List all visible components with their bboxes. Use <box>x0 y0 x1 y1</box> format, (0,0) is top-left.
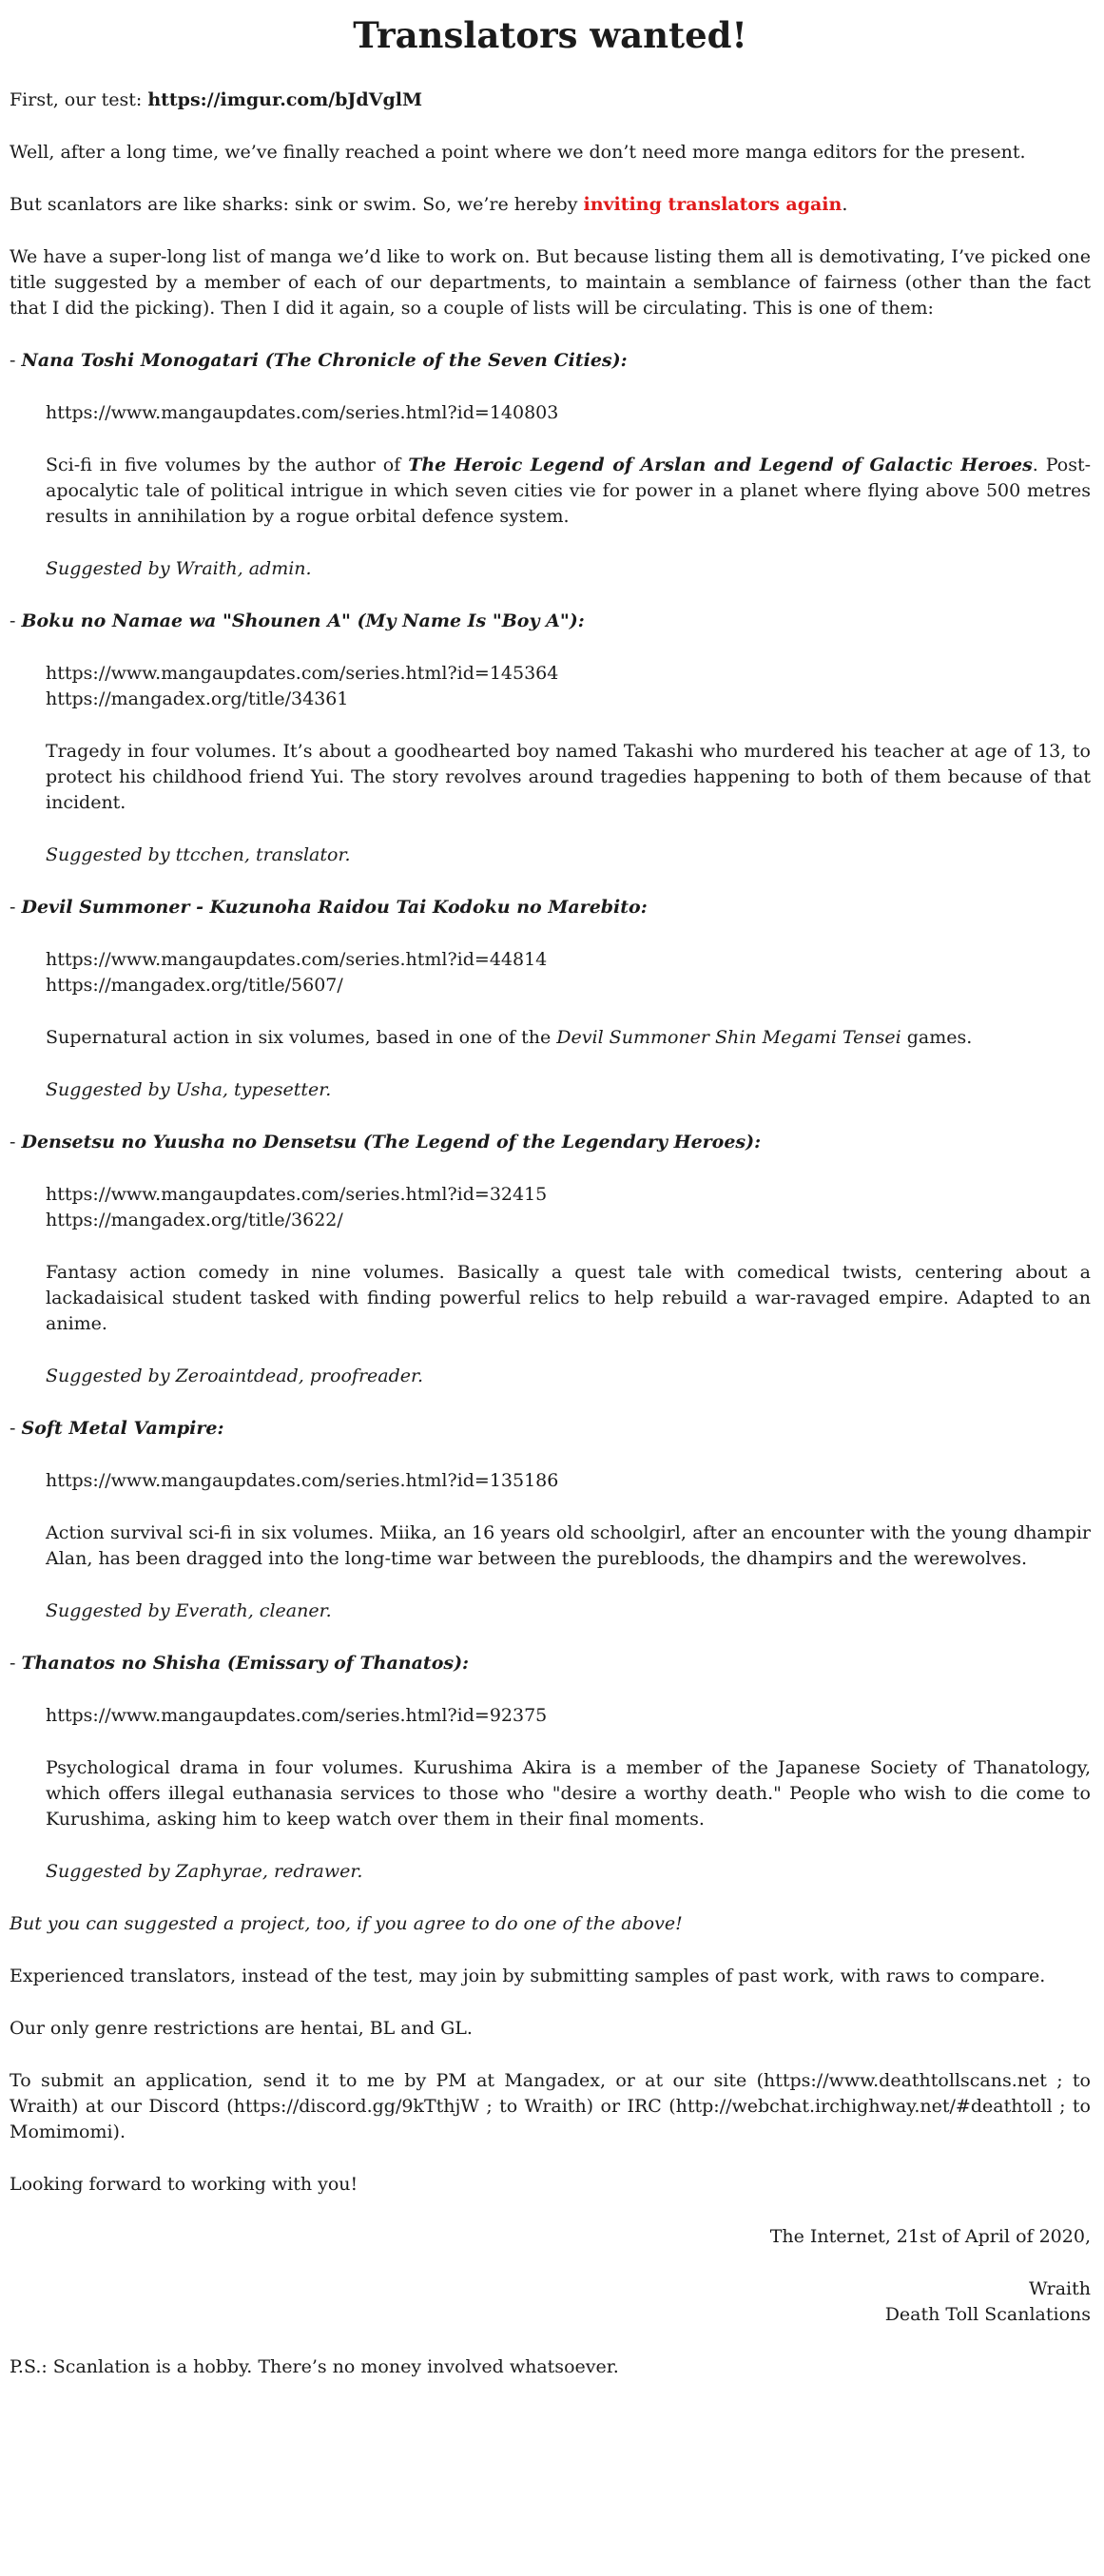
listing-title-text: Devil Summoner - Kuzunoha Raidou Tai Kodoku no Marebito: <box>21 897 648 918</box>
listing-description <box>46 1755 1091 1832</box>
manga-listing <box>10 348 1091 582</box>
listing-title <box>10 1416 1091 1442</box>
listing-bullet: - <box>10 1418 22 1439</box>
sharks-prefix: But scanlators are like sharks: sink or swim. So, we’re hereby <box>10 194 584 215</box>
listing-description <box>46 1520 1091 1572</box>
listing-bullet: - <box>10 897 22 918</box>
listing-title-text: Nana Toshi Monogatari (The Chronicle of the Seven Cities): <box>21 350 628 371</box>
listing-url: https://mangadex.org/title/3622/ <box>46 1210 343 1230</box>
description-text: Fantasy action comedy in nine volumes. Basically a quest tale with comedical twists, centering about a lackadaisical student tasked with finding powerful relics to help rebuild a war-ravaged empire. Adapted to an anime. <box>46 1262 1091 1334</box>
listing-suggested-by: Suggested by Wraith, admin. <box>46 558 312 579</box>
listing-url: https://www.mangaupdates.com/series.html?id=92375 <box>46 1705 548 1726</box>
signature-group: Death Toll Scanlations <box>884 2304 1091 2325</box>
listing-body <box>46 1468 1091 1624</box>
listing-suggested-by: Suggested by ttcchen, translator. <box>46 844 351 865</box>
postscript: P.S.: Scanlation is a hobby. There’s no money involved whatsoever. <box>10 2356 619 2377</box>
listing-suggested-by: Suggested by Everath, cleaner. <box>46 1600 332 1621</box>
listing-url: https://www.mangaupdates.com/series.html?id=135186 <box>46 1470 559 1491</box>
listing-url: https://www.mangaupdates.com/series.html?id=32415 <box>46 1184 548 1205</box>
listing-description <box>46 453 1091 530</box>
listing-title-text: Soft Metal Vampire: <box>21 1418 224 1439</box>
description-work-title: Devil Summoner Shin Megami Tensei <box>556 1027 901 1048</box>
listing-body <box>46 1703 1091 1885</box>
listing-url: https://www.mangaupdates.com/series.html?id=44814 <box>46 949 548 970</box>
listing-bullet: - <box>10 1653 22 1674</box>
listing-title <box>10 895 1091 920</box>
listing-title <box>10 1130 1091 1155</box>
listing-urls <box>46 947 1091 998</box>
sharks-paragraph <box>10 192 1091 218</box>
manga-listing <box>10 1416 1091 1624</box>
listing-bullet: - <box>10 610 22 631</box>
listing-urls <box>46 1703 1091 1729</box>
listing-body <box>46 400 1091 582</box>
manga-listing <box>10 895 1091 1103</box>
suggest-note: But you can suggested a project, too, if you agree to do one of the above! <box>10 1913 683 1934</box>
listing-url: https://mangadex.org/title/5607/ <box>46 975 343 996</box>
listing-suggested-by: Suggested by Zeroaintdead, proofreader. <box>46 1365 424 1386</box>
listing-description <box>46 1025 1091 1051</box>
listing-title-text: Thanatos no Shisha (Emissary of Thanatos): <box>21 1653 470 1674</box>
listing-url: https://www.mangaupdates.com/series.html?id=145364 <box>46 663 559 684</box>
listing-title-text: Boku no Namae wa "Shounen A" (My Name Is "Boy A"): <box>21 610 585 631</box>
description-work-title: The Heroic Legend of Arslan and Legend of Galactic Heroes <box>408 455 1033 475</box>
listing-body <box>46 1182 1091 1389</box>
listing-title <box>10 609 1091 634</box>
description-text: games. <box>901 1027 973 1048</box>
manga-listing <box>10 1651 1091 1885</box>
listing-description <box>46 1260 1091 1337</box>
listing-description <box>46 739 1091 816</box>
listing-urls <box>46 1182 1091 1233</box>
listing-urls <box>46 1468 1091 1494</box>
test-line <box>10 87 1091 113</box>
listing-suggested-by: Suggested by Usha, typesetter. <box>46 1079 332 1100</box>
dateline: The Internet, 21st of April of 2020, <box>769 2226 1091 2247</box>
listing-bullet: - <box>10 350 22 371</box>
listing-body <box>46 947 1091 1103</box>
list-intro-paragraph: We have a super-long list of manga we’d like to work on. But because listing them all is demotivating, I’ve picked one title suggested by a member of each of our departments, to maintain a semblance of fairness (other than the fact that I did the picking). Then I did it again, so a couple of lists will be circulating. This is one of them: <box>10 246 1091 319</box>
experienced-paragraph: Experienced translators, instead of the test, may join by submitting samples of past work, with raws to compare. <box>10 1966 1046 1986</box>
manga-listing <box>10 1130 1091 1389</box>
description-text: Action survival sci-fi in six volumes. Miika, an 16 years old schoolgirl, after an encounter with the young dhampir Alan, has been dragged into the long-time war between the purebloods, the dhampirs and the werewolves. <box>46 1522 1091 1569</box>
genre-restrictions: Our only genre restrictions are hentai, BL and GL. <box>10 2018 473 2039</box>
sharks-suffix: . <box>842 194 848 215</box>
application-instructions: To submit an application, send it to me by PM at Mangadex, or at our site (https://www.deathtollscans.net ; to Wraith) at our Discord (https://discord.gg/9kTthjW ; to Wraith) or IRC (http://webchat.irchighway.net/#deathtoll ; to Momimomi). <box>10 2070 1091 2142</box>
listing-title <box>10 348 1091 374</box>
inviting-translators-highlight: inviting translators again <box>583 194 843 215</box>
description-text: . Post-apocalytic tale of political intrigue in which seven cities vie for power in a planet where flying above 500 metres results in annihilation by a rogue orbital defence system. <box>46 455 1092 527</box>
signature-block <box>10 2276 1091 2328</box>
listing-url: https://mangadex.org/title/34361 <box>46 688 349 709</box>
manga-listing <box>10 609 1091 868</box>
description-text: Supernatural action in six volumes, based in one of the <box>46 1027 557 1048</box>
looking-forward-line: Looking forward to working with you! <box>10 2174 358 2195</box>
listing-urls <box>46 661 1091 712</box>
test-line-prefix: First, our test: <box>10 89 148 110</box>
test-url: https://imgur.com/bJdVglM <box>147 89 422 110</box>
editors-paragraph: Well, after a long time, we’ve finally reached a point where we don’t need more manga editors for the present. <box>10 142 1026 163</box>
description-text: Sci-fi in five volumes by the author of <box>46 455 409 475</box>
listing-suggested-by: Suggested by Zaphyrae, redrawer. <box>46 1861 363 1882</box>
listing-body <box>46 661 1091 868</box>
listing-title-text: Densetsu no Yuusha no Densetsu (The Legend of the Legendary Heroes): <box>21 1132 762 1152</box>
description-text: Psychological drama in four volumes. Kurushima Akira is a member of the Japanese Society of Thanatology, which offers illegal euthanasia services to those who "desire a worthy death." People who wish to die come to Kurushima, asking him to keep watch over them in their final moments. <box>46 1757 1091 1830</box>
listing-bullet: - <box>10 1132 22 1152</box>
listing-title <box>10 1651 1091 1676</box>
signature-name: Wraith <box>1028 2278 1091 2299</box>
manga-list <box>10 348 1091 1885</box>
page-title: Translators wanted! <box>353 14 747 56</box>
description-text: Tragedy in four volumes. It’s about a goodhearted boy named Takashi who murdered his teacher at age of 13, to protect his childhood friend Yui. The story revolves around tragedies happening to both of them because of that incident. <box>46 741 1091 813</box>
listing-urls <box>46 400 1091 426</box>
listing-url: https://www.mangaupdates.com/series.html?id=140803 <box>46 402 559 423</box>
